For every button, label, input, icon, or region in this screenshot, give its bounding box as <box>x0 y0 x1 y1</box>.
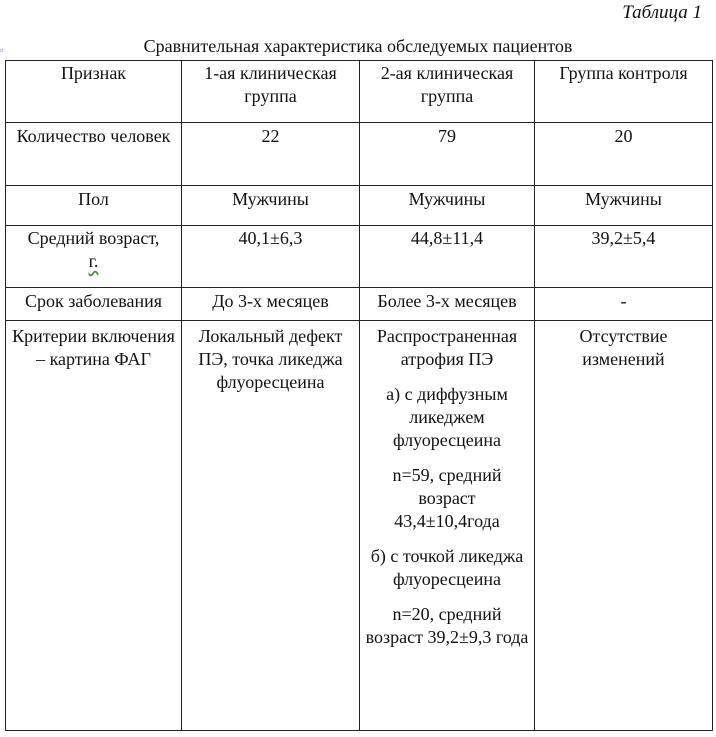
cell-criteria-group1: Локальный дефект ПЭ, точка ликеджа флуоресцеина <box>182 321 360 731</box>
cell-count-group1: 22 <box>182 123 360 186</box>
table-number-label: Таблица 1 <box>622 2 702 23</box>
row-label-age-text: Средний возраст, <box>27 228 160 248</box>
cell-criteria-group2 <box>360 321 535 731</box>
patients-comparison-table <box>5 60 713 731</box>
criteria-group2-para-4: б) с точкой ликеджа флуоресцеина <box>370 546 524 589</box>
table-row-criteria <box>6 321 713 731</box>
criteria-group2-para-1: Распространенная атрофия ПЭ <box>376 326 518 369</box>
table-row-sex <box>6 186 713 226</box>
cell-duration-group1: До 3-х месяцев <box>182 288 360 321</box>
table-row-age <box>6 226 713 288</box>
cell-count-group2: 79 <box>360 123 535 186</box>
cell-count-control: 20 <box>535 123 713 186</box>
row-label-count: Количество человек <box>6 123 182 186</box>
criteria-group2-para-2: а) с диффузным ликеджем флуоресцеина <box>386 384 508 450</box>
cell-sex-control: Мужчины <box>535 186 713 226</box>
table-header-row <box>6 61 713 123</box>
cell-age-control: 39,2±5,4 <box>535 226 713 288</box>
header-cell-control: Группа контроля <box>535 61 713 123</box>
header-cell-group2: 2-ая клиническая группа <box>360 61 535 123</box>
table-caption: Сравнительная характеристика обследуемых пациентов <box>143 36 573 56</box>
criteria-group2-para-5: n=20, средний возраст 39,2±9,3 года <box>365 604 529 647</box>
cell-age-group2: 44,8±11,4 <box>360 226 535 288</box>
cell-age-group1: 40,1±6,3 <box>182 226 360 288</box>
table-row-count <box>6 123 713 186</box>
row-label-criteria: Критерии включения – картина ФАГ <box>6 321 182 731</box>
margin-marker-icon: ▫ <box>0 45 4 55</box>
row-label-age-unit: г. <box>88 251 99 271</box>
cell-duration-control: - <box>535 288 713 321</box>
row-label-duration: Срок заболевания <box>6 288 182 321</box>
cell-sex-group1: Мужчины <box>182 186 360 226</box>
header-cell-feature: Признак <box>6 61 182 123</box>
cell-sex-group2: Мужчины <box>360 186 535 226</box>
table-row-duration <box>6 288 713 321</box>
criteria-group2-para-3: n=59, средний возраст 43,4±10,4года <box>392 465 502 531</box>
cell-criteria-control: Отсутствие изменений <box>535 321 713 731</box>
cell-duration-group2: Более 3-х месяцев <box>360 288 535 321</box>
row-label-sex: Пол <box>6 186 182 226</box>
row-label-age <box>6 226 182 288</box>
header-cell-group1: 1-ая клиническая группа <box>182 61 360 123</box>
